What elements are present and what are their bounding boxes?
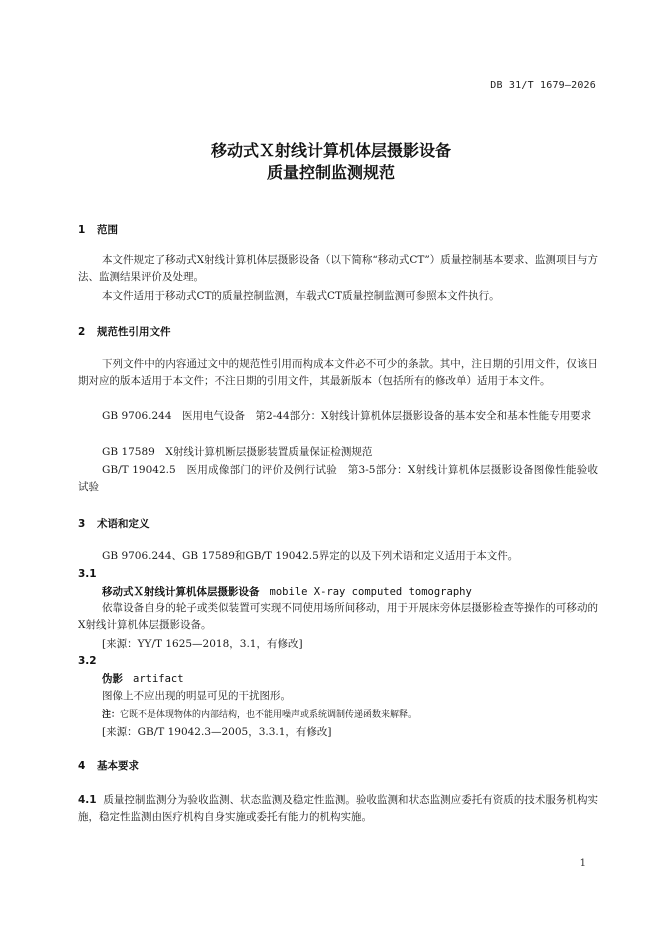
term-3-2-number: 3.2 xyxy=(78,655,97,667)
term-3-2-english: artifact xyxy=(133,673,184,685)
term-3-1-english: mobile X-ray computed tomography xyxy=(269,586,472,598)
section-4-number: 4 xyxy=(78,760,86,772)
section-3-intro: GB 9706.244、GB 17589和GB/T 19042.5界定的以及下列术语和定义适用于本文件。 xyxy=(102,550,519,562)
clause-4-1-number: 4.1 xyxy=(78,794,97,806)
section-1-heading xyxy=(78,222,118,237)
term-3-1-number: 3.1 xyxy=(78,568,97,580)
term-3-2-source: [来源：GB/T 19042.3—2005，3.3.1，有修改] xyxy=(102,726,332,738)
section-1-paragraph-2: 本文件适用于移动式CT的质量控制监测，车载式CT质量控制监测可参照本文件执行。 xyxy=(102,290,500,302)
document-title-line2: 质量控制监测规范 xyxy=(266,163,395,182)
section-2-number: 2 xyxy=(78,326,86,338)
clause-4-1-text: 质量控制监测分为验收监测、状态监测及稳定性监测。验收监测和状态监测应委托有资质的技术服务机构实施，稳定性监测由医疗机构自身实施或委托有能力的机构实施。 xyxy=(78,794,598,823)
reference-gb-17589: GB 17589 X射线计算机断层摄影装置质量保证检测规范 xyxy=(102,446,373,458)
term-3-1-source: [来源：YY/T 1625—2018，3.1，有修改] xyxy=(102,638,303,650)
clause-4-1 xyxy=(78,792,598,825)
section-4-heading xyxy=(78,758,139,773)
section-1-title: 范围 xyxy=(97,224,118,236)
section-2-heading xyxy=(78,324,171,339)
term-3-2-note-label: 注： xyxy=(102,710,121,720)
section-4-title: 基本要求 xyxy=(97,760,139,772)
standard-number: DB 31/T 1679—2026 xyxy=(490,80,596,91)
section-3-number: 3 xyxy=(78,518,86,530)
page-number: 1 xyxy=(579,858,586,869)
term-3-2-chinese: 伪影 xyxy=(102,673,123,685)
term-3-1-definition: 依靠设备自身的轮子或类似装置可实现不同使用场所间移动，用于开展床旁体层摄影检查等操作的可移动的X射线计算机体层摄影设备。 xyxy=(78,602,598,631)
reference-gbt-19042-5: GB/T 19042.5 医用成像部门的评价及例行试验 第3-5部分：X射线计算机体层摄影设备图像性能验收试验 xyxy=(78,464,598,493)
term-3-1-chinese: 移动式Ｘ射线计算机体层摄影设备 xyxy=(102,586,260,598)
term-3-2-note-text: 它既不是体现物体的内部结构，也不能用噪声或系统调制传递函数来解释。 xyxy=(120,710,418,720)
document-title-line1: 移动式Ｘ射线计算机体层摄影设备 xyxy=(210,141,451,160)
term-3-2-title xyxy=(102,671,184,686)
section-3-heading xyxy=(78,516,150,531)
section-2-title: 规范性引用文件 xyxy=(97,326,171,338)
term-3-2-note xyxy=(102,707,417,720)
section-1-paragraph-1: 本文件规定了移动式X射线计算机体层摄影设备（以下简称“移动式CT”）质量控制基本要求、监测项目与方法、监测结果评价及处理。 xyxy=(78,254,598,283)
section-1-number: 1 xyxy=(78,224,86,236)
reference-gb-9706-244: GB 9706.244 医用电气设备 第2-44部分：X射线计算机体层摄影设备的基本安全和基本性能专用要求 xyxy=(102,410,592,422)
term-3-1-title xyxy=(102,584,472,599)
term-3-2-definition: 图像上不应出现的明显可见的干扰图形。 xyxy=(102,690,291,702)
section-3-title: 术语和定义 xyxy=(97,518,150,530)
section-2-intro: 下列文件中的内容通过文中的规范性引用而构成本文件必不可少的条款。其中，注日期的引用文件，仅该日期对应的版本适用于本文件；不注日期的引用文件，其最新版本（包括所有的修改单）适用于本文件。 xyxy=(78,358,598,387)
